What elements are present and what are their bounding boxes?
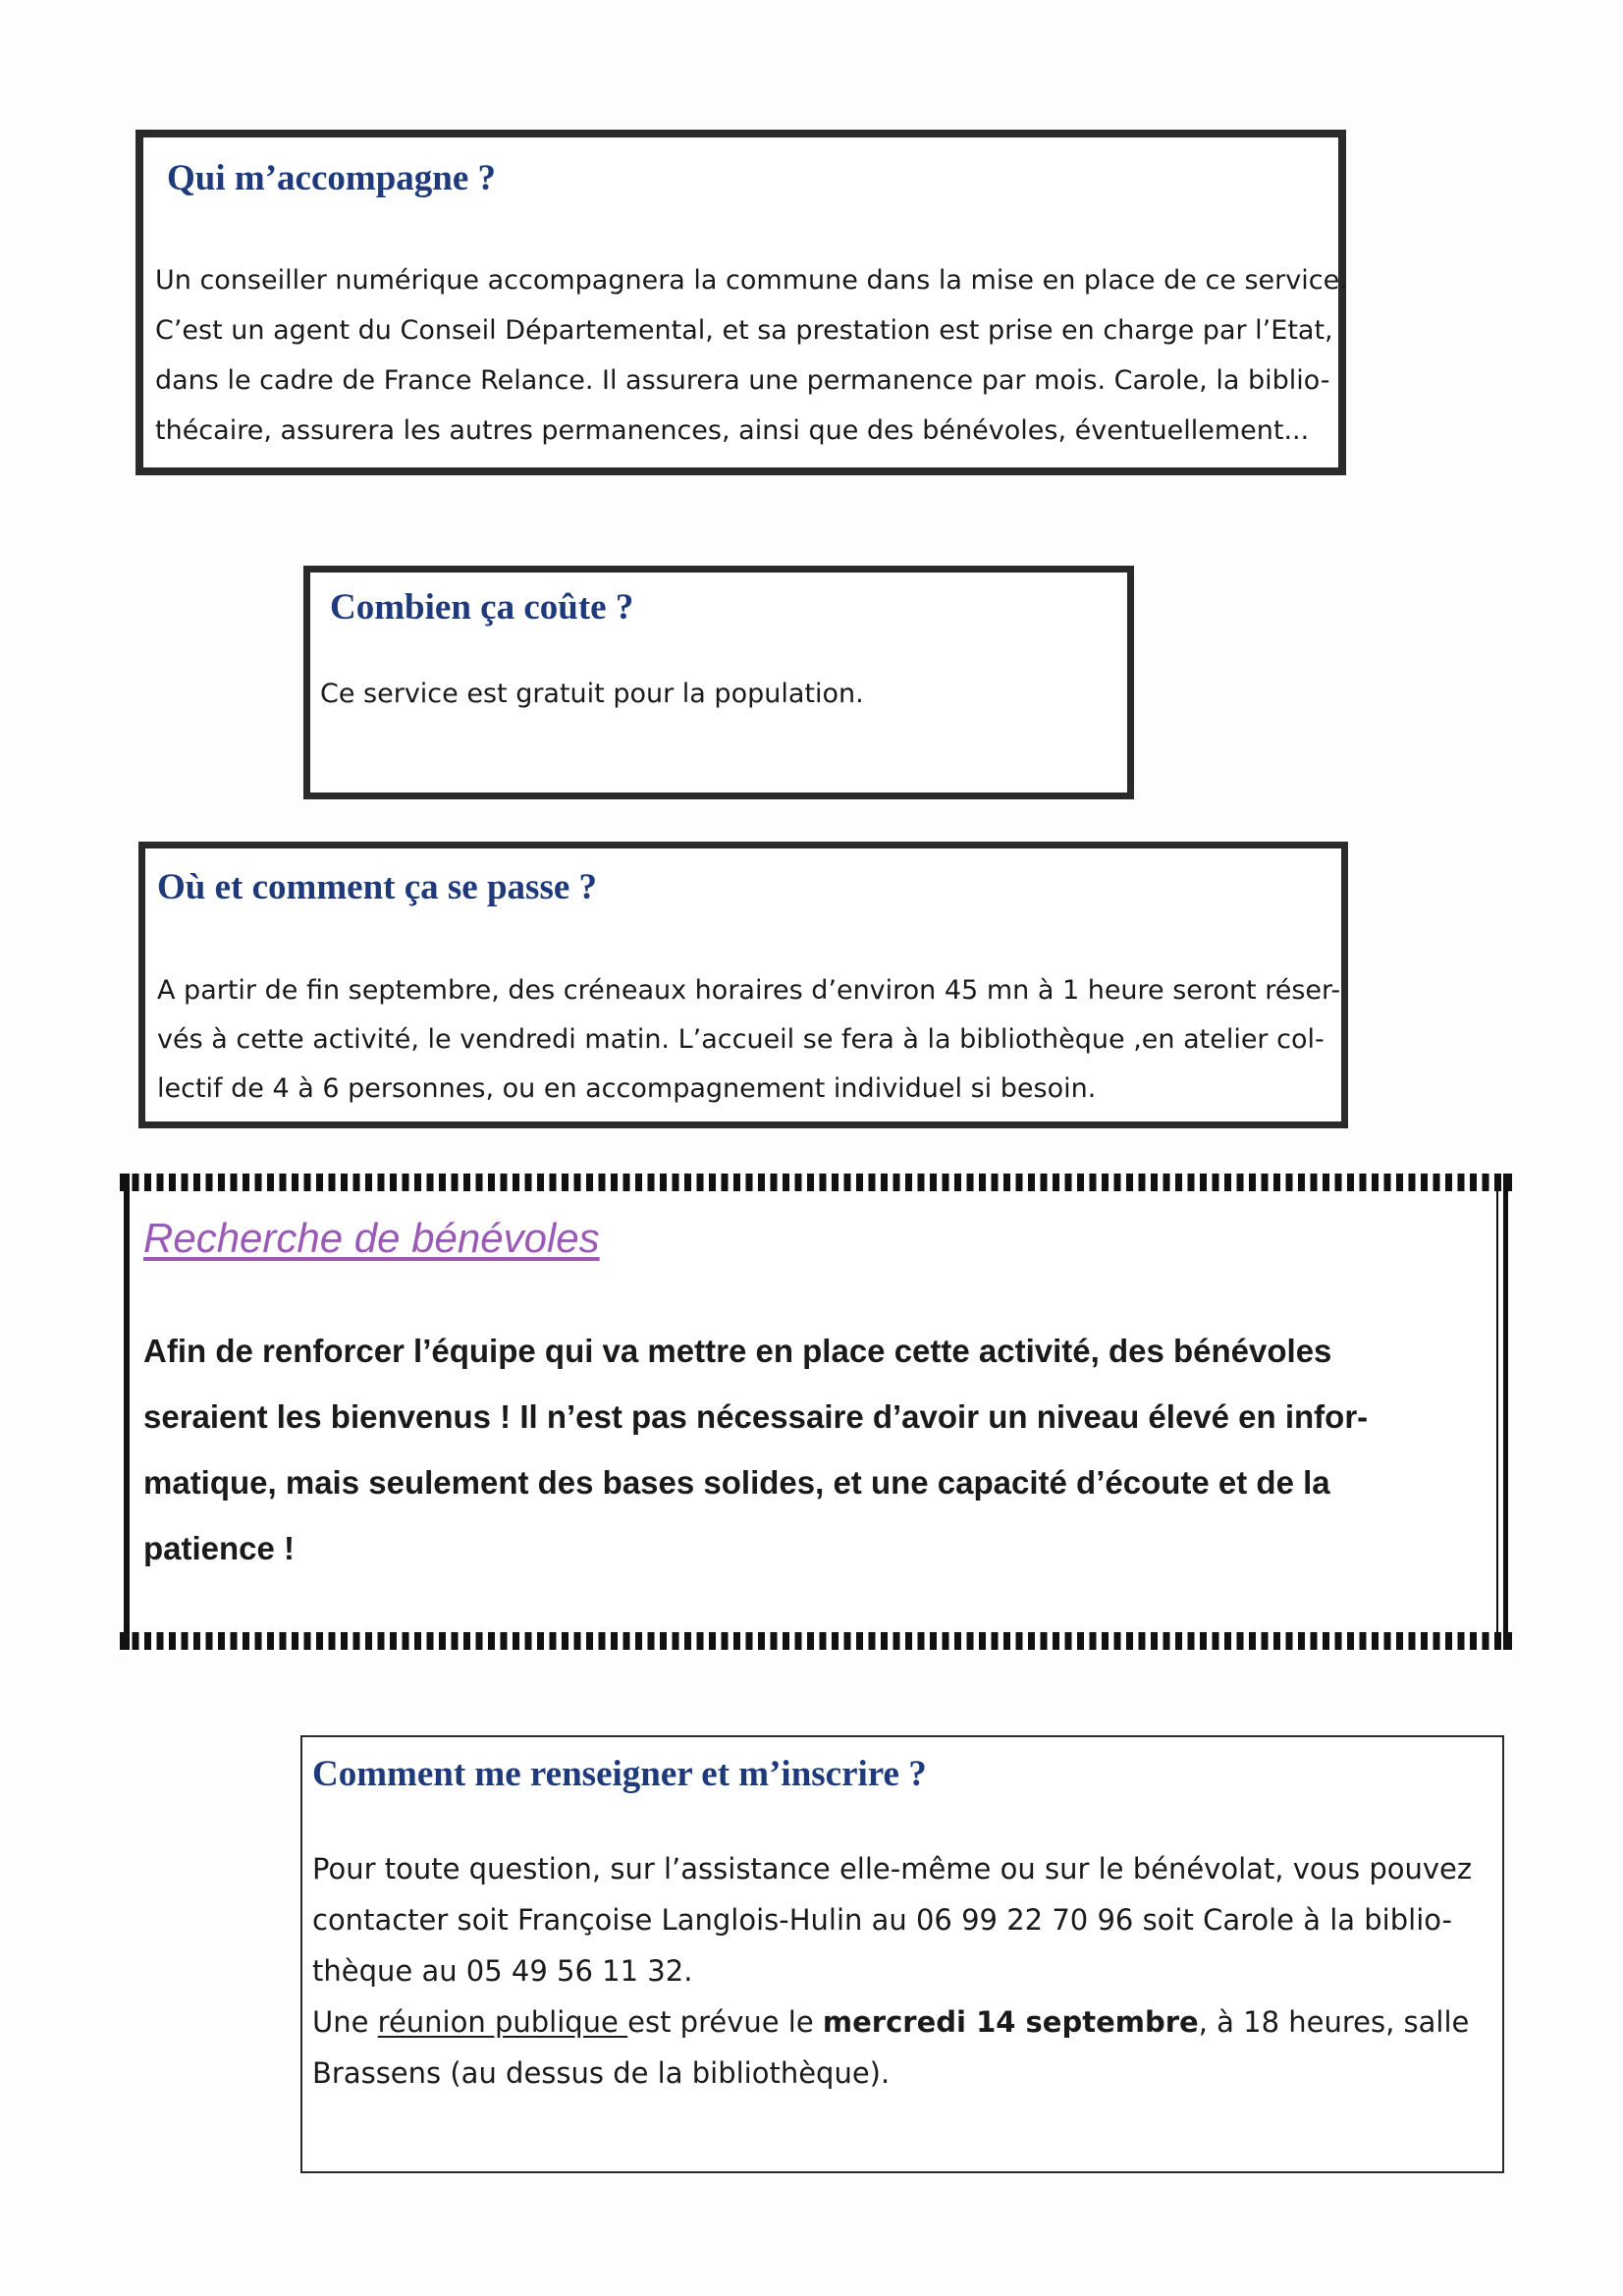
text-line: Pour toute question, sur l’assistance elle-même ou sur le bénévolat, vous pouvez — [312, 1852, 1473, 1886]
dashed-border-bottom — [120, 1632, 1512, 1650]
meeting-prefix: Une — [312, 2005, 378, 2039]
text-line: patience ! — [143, 1530, 296, 1566]
meeting-date: mercredi 14 septembre — [822, 2005, 1199, 2039]
dashed-border-top — [120, 1174, 1512, 1191]
section-who-accompanies — [135, 130, 1346, 475]
meeting-middle: est prévue le — [627, 2005, 823, 2039]
public-meeting-link: réunion publique — [377, 2005, 628, 2039]
border-right — [1503, 1174, 1508, 1650]
border-left — [124, 1174, 130, 1650]
section-where-how — [138, 842, 1348, 1128]
meeting-line — [312, 1996, 1472, 2048]
volunteers-text — [143, 1318, 1368, 1581]
text-line: Afin de renforcer l’équipe qui va mettre en place cette activité, des bénévoles — [143, 1333, 1332, 1369]
section-title: Qui m’accompagne ? — [167, 158, 497, 198]
text-line: thèque au 05 49 56 11 32. — [312, 1954, 693, 1988]
section-text — [155, 255, 1348, 456]
text-line: lectif de 4 à 6 personnes, ou en accompagnement individuel si besoin. — [157, 1073, 1097, 1104]
section-title: Où et comment ça se passe ? — [157, 867, 598, 907]
meeting-suffix: , à 18 heures, salle — [1198, 2005, 1470, 2039]
border-right-inner — [1496, 1174, 1498, 1650]
text-line: thécaire, assurera les autres permanences, ainsi que des bénévoles, éventuellement... — [155, 415, 1310, 446]
section-cost — [303, 566, 1134, 799]
text-line: A partir de fin septembre, des créneaux horaires d’environ 45 mn à 1 heure seront réser- — [157, 975, 1341, 1006]
text-line: seraient les bienvenus ! Il n’est pas nécessaire d’avoir un niveau élevé en infor- — [143, 1398, 1369, 1435]
section-text — [157, 966, 1340, 1114]
volunteers-title: Recherche de bénévoles — [143, 1215, 600, 1261]
text-line: vés à cette activité, le vendredi matin. L’accueil se fera à la bibliothèque ,en atelier col- — [157, 1024, 1325, 1055]
section-title: Comment me renseigner et m’inscrire ? — [312, 1754, 927, 1794]
text-line: matique, mais seulement des bases solides, et une capacité d’écoute et de la — [143, 1464, 1330, 1501]
section-contact-register — [300, 1735, 1504, 2173]
section-text — [312, 1843, 1472, 2099]
text-line: contacter soit Françoise Langlois-Hulin au 06 99 22 70 96 soit Carole à la biblio- — [312, 1903, 1453, 1937]
section-text — [320, 675, 864, 714]
meeting-location-line: Brassens (au dessus de la bibliothèque). — [312, 2056, 891, 2090]
text-line: Un conseiller numérique accompagnera la commune dans la mise en place de ce service. — [155, 265, 1348, 296]
section-volunteers — [120, 1171, 1512, 1653]
text-line: C’est un agent du Conseil Départemental, et sa prestation est prise en charge par l’Etat, — [155, 315, 1333, 346]
text-line: dans le cadre de France Relance. Il assurera une permanence par mois. Carole, la biblio- — [155, 365, 1330, 396]
section-title: Combien ça coûte ? — [330, 587, 634, 628]
text-line: Ce service est gratuit pour la population. — [320, 679, 864, 709]
